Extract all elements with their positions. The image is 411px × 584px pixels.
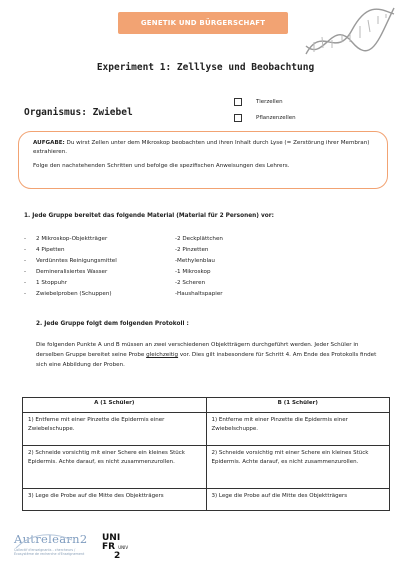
logo-swish-icon: [14, 530, 74, 552]
task-text: Du wirst Zellen unter dem Mikroskop beobachten und ihren Inhalt durch Lyse (= Zerstörung ihrer Membran) extrahieren.: [33, 140, 370, 155]
autrelearn-logo: Autrelearn2 Collectif d'enseignants - chercheurs / Écosystème de recherche d'Enseignement: [14, 532, 88, 557]
checkbox-icon[interactable]: [234, 114, 242, 122]
page-title: Experiment 1: Zelllyse und Beobachtung: [96, 62, 315, 73]
table-cell: 2) Schneide vorsichtig mit einer Schere ein kleines Stück Epidermis. Achte darauf, es nicht zusammenzurollen.: [206, 446, 390, 489]
list-item: - 4 Pipetten - 2 Pinzetten: [24, 246, 209, 253]
column-header-a: A (1 Schüler): [23, 398, 207, 413]
list-item: - Demineralisiertes Wasser - 1 Mikroskop: [24, 268, 211, 275]
list-item: - Verdünntes Reinigungsmittel - Methylenblau: [24, 257, 215, 264]
protocol-paragraph: Die folgenden Punkte A und B müssen an zwei verschiedenen Objektträgern durchgeführt werden. Jeder Schüler in derselben Gruppe bereitet seine Probe gleichzeitig vor. Dies gilt insbesondere für Schritt 4. Am Ende des Protokolls findet sich eine Abbildung der Proben.: [36, 342, 377, 368]
header-banner: GENETIK UND BÜRGERSCHAFT: [118, 12, 288, 34]
protocol-table: [22, 397, 390, 511]
checkbox-plant-cells[interactable]: [234, 114, 296, 122]
table-row: [23, 413, 390, 446]
list-item: - 1 Stoppuhr - 2 Scheren: [24, 279, 206, 286]
unifr-logo: UNI FR UNIV 2: [102, 533, 129, 561]
column-header-b: B (1 Schüler): [206, 398, 390, 413]
table-cell: 3) Lege die Probe auf die Mitte des Objektträgers: [23, 489, 207, 511]
table-cell: 1) Entferne mit einer Pinzette die Epidermis einer Zwiebelschuppe.: [206, 413, 390, 446]
table-row: [23, 446, 390, 489]
materials-list: [24, 233, 364, 299]
organism-label: Organismus: Zwiebel: [24, 107, 133, 118]
table-header-row: [23, 398, 390, 413]
table-row: [23, 489, 390, 511]
checkbox-animal-cells[interactable]: [234, 98, 283, 106]
table-cell: 1) Entferne mit einer Pinzette die Epidermis einer Zwiebelschuppe.: [23, 413, 207, 446]
table-cell: 2) Schneide vorsichtig mit einer Schere ein kleines Stück Epidermis. Achte darauf, es nicht zusammenzurollen.: [23, 446, 207, 489]
list-item: - 2 Mikroskop-Objektträger - 2 Deckplättchen: [24, 235, 223, 242]
list-item: - Zwiebelproben (Schuppen) - Haushaltspapier: [24, 290, 223, 297]
checkbox-label: Pflanzenzellen: [256, 115, 296, 121]
task-box: [18, 131, 388, 189]
section-1-heading: 1. Jede Gruppe bereitet das folgende Material (Material für 2 Personen) vor:: [24, 213, 274, 219]
checkbox-icon[interactable]: [234, 98, 242, 106]
section-2-heading: 2. Jede Gruppe folgt dem folgenden Protokoll :: [36, 321, 189, 327]
task-text-2: Folge den nachstehenden Schritten und befolge die spezifischen Anweisungen des Lehrers.: [33, 163, 290, 170]
table-cell: 3) Lege die Probe auf die Mitte des Objektträgers: [206, 489, 390, 511]
checkbox-label: Tierzellen: [256, 99, 283, 105]
dna-helix-icon: [302, 4, 398, 62]
task-label: AUFGABE:: [33, 140, 65, 146]
